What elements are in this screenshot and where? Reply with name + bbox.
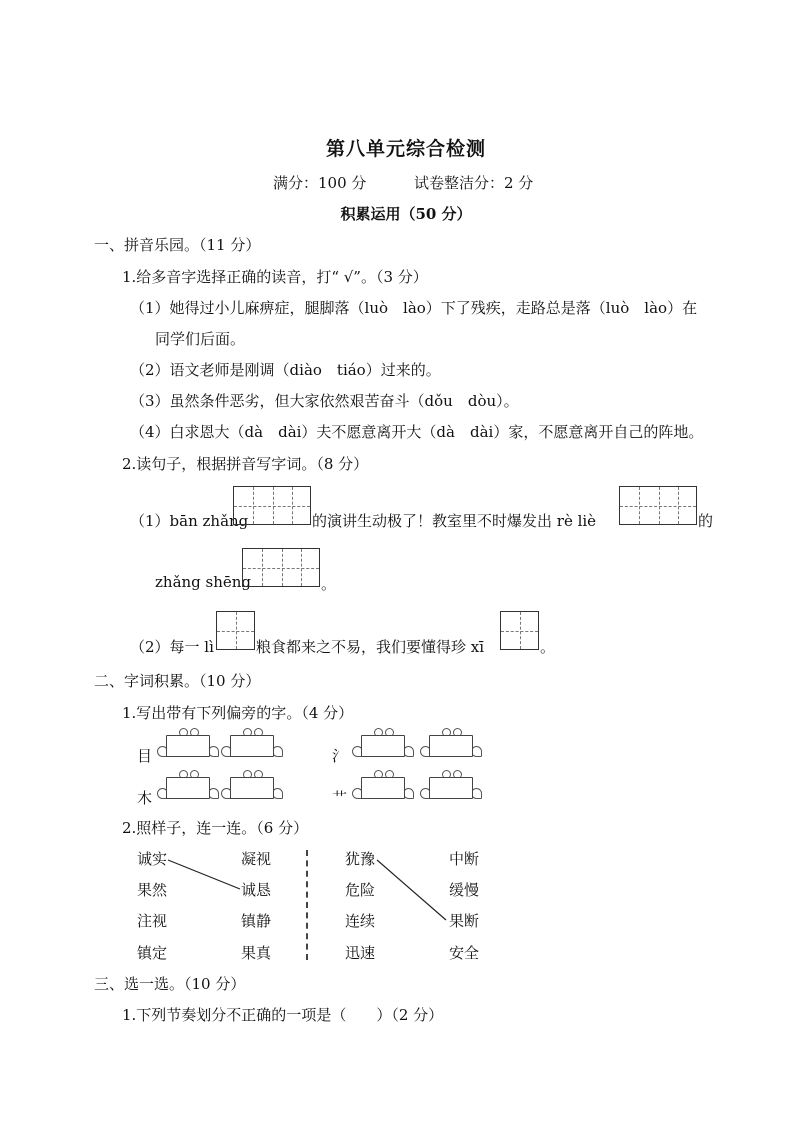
match-word[interactable]: 连续 <box>345 912 376 930</box>
question-item: （3）虽然条件恶劣，但大家依然艰苦奋斗（dǒu dòu）。 <box>130 392 519 410</box>
match-word[interactable]: 凝视 <box>241 850 272 868</box>
match-word[interactable]: 迅速 <box>345 944 376 962</box>
radical-label: 氵 <box>332 747 348 765</box>
match-word[interactable]: 犹豫 <box>345 850 376 868</box>
match-word[interactable]: 危险 <box>345 881 376 899</box>
pinyin-prompt: （1）bān zhǎng <box>130 512 249 530</box>
radical-label: 艹 <box>332 789 348 807</box>
question-stem: 2.照样子，连一连。（6 分） <box>122 819 309 837</box>
match-word[interactable]: 镇定 <box>137 944 168 962</box>
sentence-text: 的 <box>698 512 714 530</box>
question-stem: 1.下列节奏划分不正确的一项是（ ）（2 分） <box>122 1006 444 1024</box>
match-word[interactable]: 诚恳 <box>241 881 272 899</box>
question-item: （2）语文老师是刚调（diào tiáo）过来的。 <box>130 361 441 379</box>
match-word[interactable]: 果然 <box>137 881 168 899</box>
question-item: 同学们后面。 <box>155 330 246 348</box>
question-stem: 2.读句子，根据拼音写字词。（8 分） <box>122 455 369 473</box>
section-heading: 二、字词积累。（10 分） <box>94 672 261 690</box>
sentence-text: 。 <box>540 638 556 656</box>
match-word[interactable]: 果断 <box>449 912 480 930</box>
question-stem: 1.给多音字选择正确的读音，打“ √”。（3 分） <box>122 268 428 286</box>
neatness-score: 试卷整洁分：2 分 <box>414 174 534 192</box>
match-word[interactable]: 镇静 <box>241 912 272 930</box>
part-title: 积累运用（50 分） <box>340 205 472 223</box>
radical-label: 木 <box>137 789 153 807</box>
match-word[interactable]: 中断 <box>449 850 480 868</box>
match-word[interactable]: 诚实 <box>137 850 168 868</box>
question-item: （4）白求恩大（dà dài）夫不愿意离开大（dà dài）家，不愿意离开自己的阵地。 <box>130 423 704 441</box>
sentence-text: 的演讲生动极了！教室里不时爆发出 rè liè <box>312 512 597 530</box>
question-stem: 1.写出带有下列偏旁的字。（4 分） <box>122 704 354 722</box>
match-word[interactable]: 果真 <box>241 944 272 962</box>
question-item: （1）她得过小儿麻痹症，腿脚落（luò lào）下了残疾，走路总是落（luò lào）在 <box>130 299 698 317</box>
section-heading: 三、选一选。（10 分） <box>94 975 246 993</box>
radical-label: 目 <box>137 747 153 765</box>
match-word[interactable]: 缓慢 <box>449 881 480 899</box>
page-title: 第八单元综合检测 <box>325 138 486 160</box>
match-word[interactable]: 注视 <box>137 912 168 930</box>
pinyin-prompt: （2）每一 lì <box>130 638 214 656</box>
section-heading: 一、拼音乐园。（11 分） <box>94 236 261 254</box>
match-word[interactable]: 安全 <box>449 944 480 962</box>
pinyin-prompt: zhǎng shēng <box>155 573 252 591</box>
sentence-text: 。 <box>321 575 337 593</box>
full-score: 满分：100 分 <box>273 174 367 192</box>
sentence-text: 粮食都来之不易，我们要懂得珍 xī <box>256 638 485 656</box>
